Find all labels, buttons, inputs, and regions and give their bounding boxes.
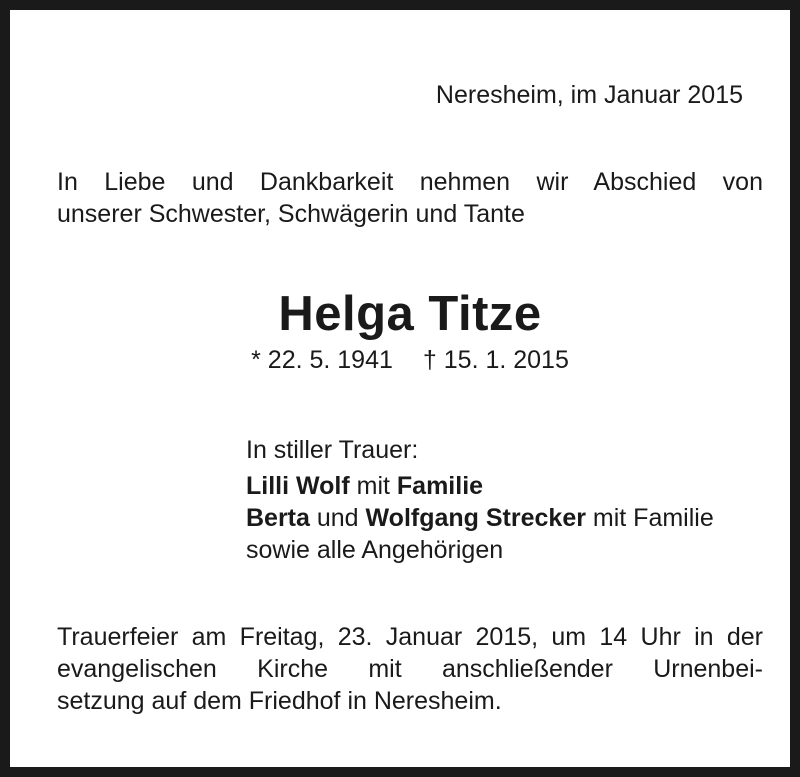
intro-line-1: In Liebe und Dankbarkeit nehmen wir Abschied von <box>57 168 763 196</box>
place-date: Neresheim, im Januar 2015 <box>435 81 743 109</box>
mourner-line-3: sowie alle Angehörigen <box>246 536 504 564</box>
intro-line-2: unserer Schwester, Schwägerin und Tante <box>57 200 525 228</box>
service-line-3: setzung auf dem Friedhof in Neresheim. <box>57 687 502 715</box>
service-line-2: evangelischen Kirche mit anschließender Urnenbei- <box>57 655 763 683</box>
mourner-family-suffix: mit Familie <box>585 504 714 532</box>
death-date: † 15. 1. 2015 <box>422 346 569 374</box>
mourner-wolfgang-strecker: Wolfgang Strecker <box>365 504 586 532</box>
mourning-heading: In stiller Trauer: <box>246 436 419 464</box>
mourner-line-1 <box>246 470 483 502</box>
mourner-berta: Berta <box>246 504 310 532</box>
mourner-connector: mit <box>349 472 397 500</box>
life-dates <box>10 344 800 376</box>
mourner-familie: Familie <box>396 472 484 500</box>
mourner-lilli-wolf: Lilli Wolf <box>246 472 350 500</box>
birth-date: * 22. 5. 1941 <box>251 346 393 374</box>
mourner-line-2 <box>246 502 714 534</box>
service-line-1: Trauerfeier am Freitag, 23. Januar 2015, um 14 Uhr in der <box>57 623 763 651</box>
mourner-connector: und <box>309 504 366 532</box>
deceased-name: Helga Titze <box>278 287 542 341</box>
